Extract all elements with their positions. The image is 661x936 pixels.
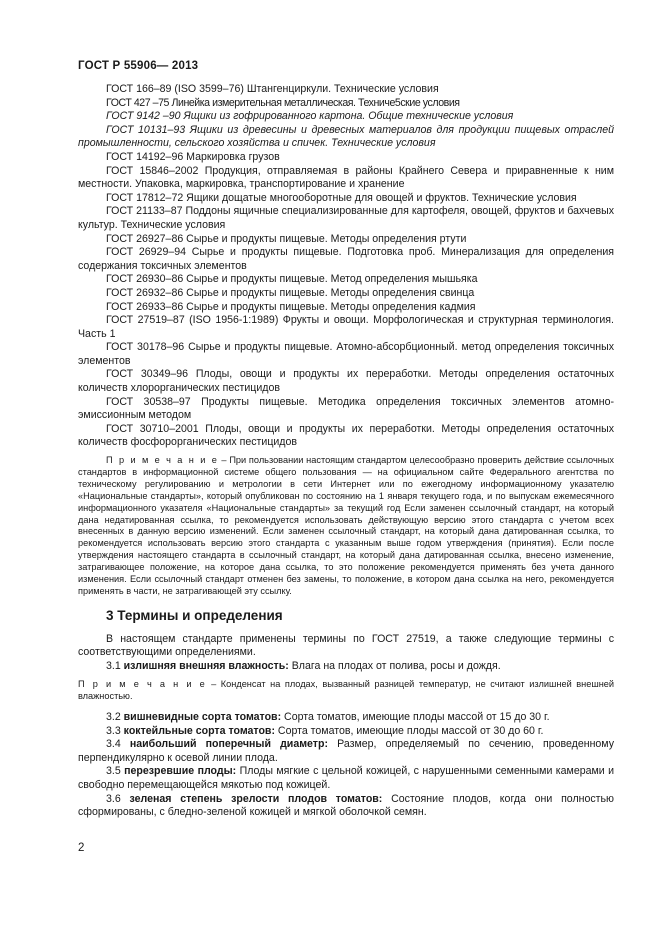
term-number: 3.6: [106, 792, 130, 805]
reference-item: ГОСТ 30178–96 Сырье и продукты пищевые. Атомно-абсорбционный. метод определения токсичных элементов: [78, 341, 614, 367]
reference-item: ГОСТ 26933–86 Сырье и продукты пищевые. Методы определения кадмия: [106, 300, 476, 313]
note-text: – Конденсат на плодах, вызванный разницей температур, не считают излишней внешней влажностью.: [78, 679, 615, 702]
term-text: Плоды мягкие с цельной кожицей, с нарушенными семенными камерами и свободно перемещающейся мякотью под кожицей.: [78, 765, 615, 792]
reference-item: ГОСТ 21133–87 Поддоны ящичные специализированные для картофеля, овощей, фруктов и бахчевых культур. Технические условия: [78, 205, 614, 231]
term-definition: [78, 725, 614, 739]
term-definition: [78, 765, 614, 792]
term-text: Состояние плодов, когда они полностью сформированы, с бледно-зеленой кожицей и мягкой оболочкой семян.: [78, 792, 614, 819]
page-number: 2: [78, 842, 85, 854]
term-name: излишняя внешняя влажность:: [123, 659, 289, 672]
term-name: наибольший поперечный диаметр:: [129, 738, 328, 751]
reference-item: ГОСТ 30538–97 Продукты пищевые. Методика определения токсичных элементов атомно-эмиссионным методом: [78, 395, 614, 422]
note-label: П р и м е ч а н и е: [78, 679, 207, 690]
term-definition: [78, 660, 614, 674]
reference-item: ГОСТ 17812–72 Ящики дощатые многооборотные для овощей и фруктов. Технические условия: [106, 191, 577, 204]
term-definition: [78, 711, 614, 725]
reference-item: ГОСТ 14192–96 Маркировка грузов: [106, 150, 280, 163]
reference-item: ГОСТ 26927–86 Сырье и продукты пищевые. Методы определения ртути: [106, 232, 467, 245]
term-text: Размер, определяемый по сечению, проведенному перпендикулярно к осевой линии плода.: [78, 738, 615, 764]
reference-item: ГОСТ 9142 –90 Ящики из гофрированного картона. Общие технические условия: [106, 110, 514, 123]
document-body: [78, 83, 614, 820]
document-header: ГОСТ Р 55906— 2013: [78, 60, 199, 72]
term-definition: [78, 738, 614, 765]
term-note: [78, 679, 614, 703]
term-text: Влага на плодах от полива, росы и дождя.: [288, 659, 501, 672]
term-number: 3.5: [106, 765, 125, 778]
note-text: – При пользовании настоящим стандартом целесообразно проверить действие ссылочных стандартов в информационной системе общего пользования — на официальном сайте Федерального агентства по техническому регулированию и метрологии в сети Интернет или по ежегодному информационному указателю «Национальные стандарты», который опубликован по состоянию на 1 января текущего года, и по выпускам ежемесячного информационного указателя «Национальные стандарты» за текущий год Если заменен ссылочный стандарт, на который дана недатированная ссылка, то рекомендуется использовать действующую версию этого стандарта с учетом всех внесенных в данную версию изменений. Если заменен ссылочный стандарт, на который дана датированная ссылка, то рекомендуется использовать версию этого стандарта с указанным выше годом утверждения (принятия). Если после утверждения настоящего стандарта в ссылочный стандарт, на который дана датированная ссылка, внесено изменение, затрагивающее положение, на которое дана ссылка, то это положение рекомендуется применять без учета данного изменения. Если ссылочный стандарт отменен без замены, то положение, в котором дана ссылка на него, рекомендуется применять в части, не затрагивающей эту ссылку.: [78, 455, 615, 596]
section-heading: 3 Термины и определения: [106, 607, 283, 623]
reference-item: ГОСТ 26932–86 Сырье и продукты пищевые. Методы определения свинца: [106, 286, 475, 299]
term-number: 3.2: [106, 711, 124, 724]
reference-item: ГОСТ 27519–87 (ISO 1956-1:1989) Фрукты и овощи. Морфологическая и структурная терминология. Часть 1: [78, 314, 614, 340]
reference-item: ГОСТ 30349–96 Плоды, овощи и продукты их переработки. Методы определения остаточных количеств хлорорганических пестицидов: [78, 368, 614, 395]
reference-item: ГОСТ 10131–93 Ящики из древесины и древесных материалов для продукции пищевых отраслей промышленности, сельского хозяйства и спичек. Технические условия: [78, 123, 614, 150]
reference-item: ГОСТ 30710–2001 Плоды, овощи и продукты их переработки. Методы определения остаточных количеств фосфорорганических пестицидов: [78, 422, 614, 449]
term-definition: [78, 793, 614, 820]
term-name: зеленая степень зрелости плодов томатов:: [129, 792, 383, 805]
references-note: [78, 455, 614, 598]
term-number: 3.3: [106, 724, 124, 737]
reference-item: ГОСТ 26930–86 Сырье и продукты пищевые. Метод определения мышьяка: [106, 273, 478, 286]
term-name: коктейльные сорта томатов:: [123, 724, 275, 737]
term-name: вишневидные сорта томатов:: [123, 711, 282, 724]
reference-item: ГОСТ 166–89 (ISO 3599–76) Штангенциркули. Технические условия: [106, 83, 439, 95]
reference-item: ГОСТ 26929–94 Сырье и продукты пищевые. Подготовка проб. Минерализация для определения содержания токсичных элементов: [78, 246, 614, 272]
term-number: 3.4: [106, 738, 130, 751]
section-intro: В настоящем стандарте применены термины по ГОСТ 27519, а также следующие термины с соответствующими определениями.: [78, 632, 614, 659]
term-name: перезревшие плоды:: [124, 765, 237, 778]
note-label: П р и м е ч а н и е: [106, 455, 219, 466]
normative-references: [78, 83, 614, 450]
term-text: Сорта томатов, имеющие плоды массой от 15 до 30 г.: [281, 711, 550, 724]
term-text: Сорта томатов, имеющие плоды массой от 30 до 60 г.: [274, 724, 544, 737]
reference-item: ГОСТ 427 –75 Линейка измерительная металлическая. Техниче5ские условия: [106, 96, 460, 109]
reference-item: ГОСТ 15846–2002 Продукция, отправляемая в районы Крайнего Севера и приравненные к ним местности. Упаковка, маркировка, транспортирование и хранение: [78, 164, 614, 191]
term-number: 3.1: [106, 659, 124, 672]
